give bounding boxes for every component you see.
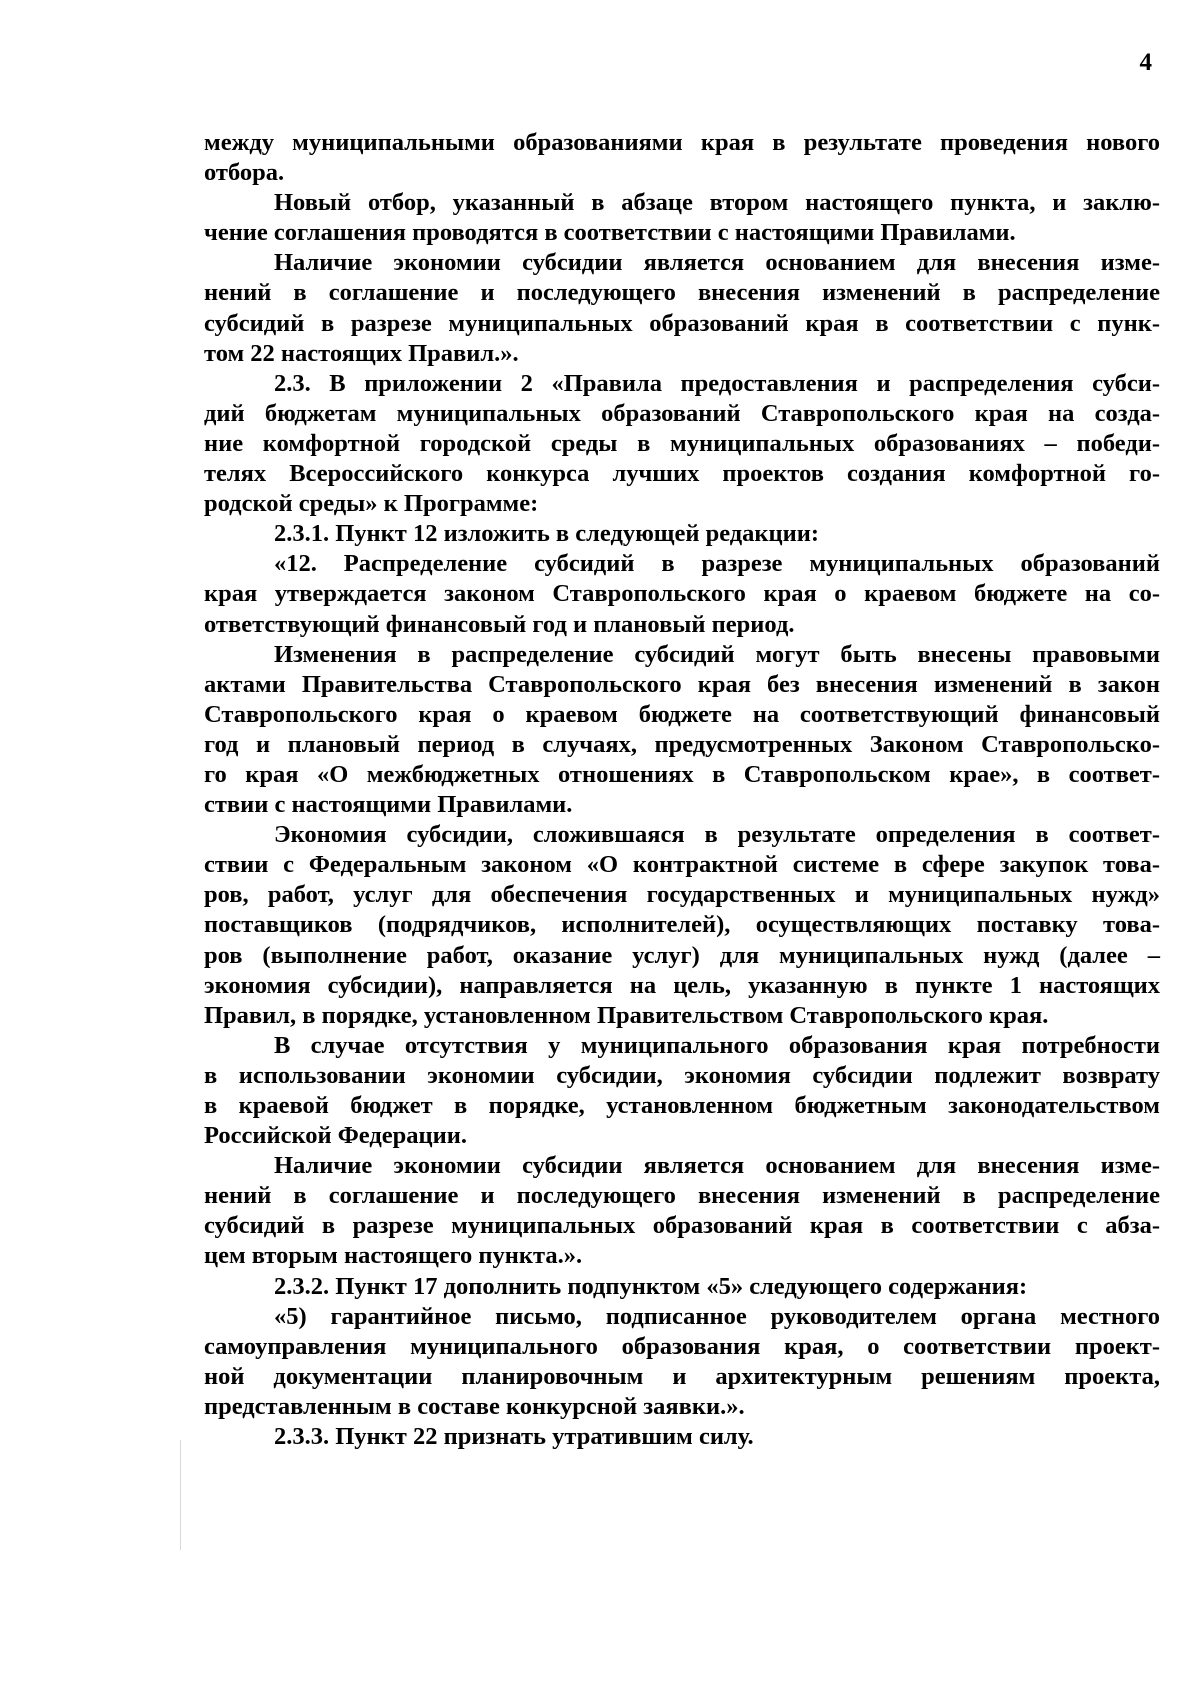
scan-margin-line (180, 1440, 181, 1550)
text-line: Ставропольского края о краевом бюджете на соответствующий финансовый (204, 700, 1160, 728)
text-line: Правил, в порядке, установленном Правительством Ставропольского края. (204, 1001, 1049, 1029)
text-line: между муниципальными образованиями края в результате проведения нового (204, 129, 1160, 156)
text-line: Изменения в распределение субсидий могут быть внесены правовыми (274, 640, 1160, 668)
text-line: го края «О межбюджетных отношениях в Ставропольском крае», в соответ- (204, 760, 1160, 788)
text-line: самоуправления муниципального образования края, о соответствии проект- (204, 1332, 1160, 1360)
text-line: В случае отсутствия у муниципального образования края потребности (274, 1031, 1160, 1059)
text-line: Новый отбор, указанный в абзаце втором настоящего пункта, и заклю- (274, 189, 1160, 217)
text-line: отбора. (204, 159, 285, 187)
text-line: ние комфортной городской среды в муниципальных образованиях – победи- (204, 429, 1160, 457)
text-line: 2.3.3. Пункт 22 признать утратившим силу. (274, 1423, 754, 1451)
text-line: нений в соглашение и последующего внесения изменений в распределение (204, 279, 1160, 307)
text-line: дий бюджетам муниципальных образований Ставропольского края на созда- (204, 399, 1160, 427)
text-line: в краевой бюджет в порядке, установленном бюджетным законодательством (204, 1092, 1160, 1119)
text-line: ствии с настоящими Правилами. (204, 791, 573, 819)
text-line: актами Правительства Ставропольского края без внесения изменений в закон (204, 670, 1160, 698)
text-line: ответствующий финансовый год и плановый период. (204, 610, 795, 638)
text-line: ров (выполнение работ, оказание услуг) для муниципальных нужд (далее – (204, 941, 1160, 969)
text-line: Российской Федерации. (204, 1122, 467, 1150)
text-line: представленным в составе конкурсной заявки.». (204, 1392, 745, 1420)
text-line: Наличие экономии субсидии является основанием для внесения изме- (274, 249, 1160, 277)
text-line: ной документации планировочным и архитектурным решениям проекта, (204, 1362, 1160, 1390)
text-line: «5) гарантийное письмо, подписанное руководителем органа местного (274, 1302, 1160, 1330)
document-body (204, 128, 1160, 1452)
text-line: ров, работ, услуг для обеспечения государственных и муниципальных нужд» (204, 881, 1160, 909)
text-line: субсидий в разрезе муниципальных образований края в соответствии с пунк- (204, 309, 1160, 337)
text-line: 2.3. В приложении 2 «Правила предоставления и распределения субси- (274, 369, 1160, 397)
text-line: год и плановый период в случаях, предусмотренных Законом Ставропольско- (204, 730, 1160, 758)
text-line: ствии с Федеральным законом «О контрактной системе в сфере закупок това- (204, 851, 1160, 879)
text-line: том 22 настоящих Правил.». (204, 339, 519, 367)
text-line: субсидий в разрезе муниципальных образований края в соответствии с абза- (204, 1212, 1160, 1240)
text-line: цем вторым настоящего пункта.». (204, 1242, 583, 1270)
page-number: 4 (1139, 49, 1152, 76)
text-line: чение соглашения проводятся в соответствии с настоящими Правилами. (204, 219, 1016, 247)
text-line: 2.3.1. Пункт 12 изложить в следующей редакции: (274, 520, 820, 548)
text-line: края утверждается законом Ставропольского края о краевом бюджете на со- (204, 580, 1160, 608)
text-line: поставщиков (подрядчиков, исполнителей), осуществляющих поставку това- (204, 911, 1160, 939)
text-line: экономия субсидии), направляется на цель, указанную в пункте 1 настоящих (204, 971, 1160, 999)
text-line: телях Всероссийского конкурса лучших проектов создания комфортной го- (204, 460, 1160, 488)
text-line: родской среды» к Программе: (204, 490, 539, 518)
text-line: нений в соглашение и последующего внесения изменений в распределение (204, 1182, 1160, 1210)
text-line: Экономия субсидии, сложившаяся в результате определения в соответ- (274, 821, 1160, 849)
text-line: «12. Распределение субсидий в разрезе муниципальных образований (274, 550, 1160, 578)
text-line: в использовании экономии субсидии, экономия субсидии подлежит возврату (204, 1061, 1160, 1089)
text-line: 2.3.2. Пункт 17 дополнить подпунктом «5» следующего содержания: (274, 1272, 1028, 1300)
text-line: Наличие экономии субсидии является основанием для внесения изме- (274, 1152, 1160, 1180)
